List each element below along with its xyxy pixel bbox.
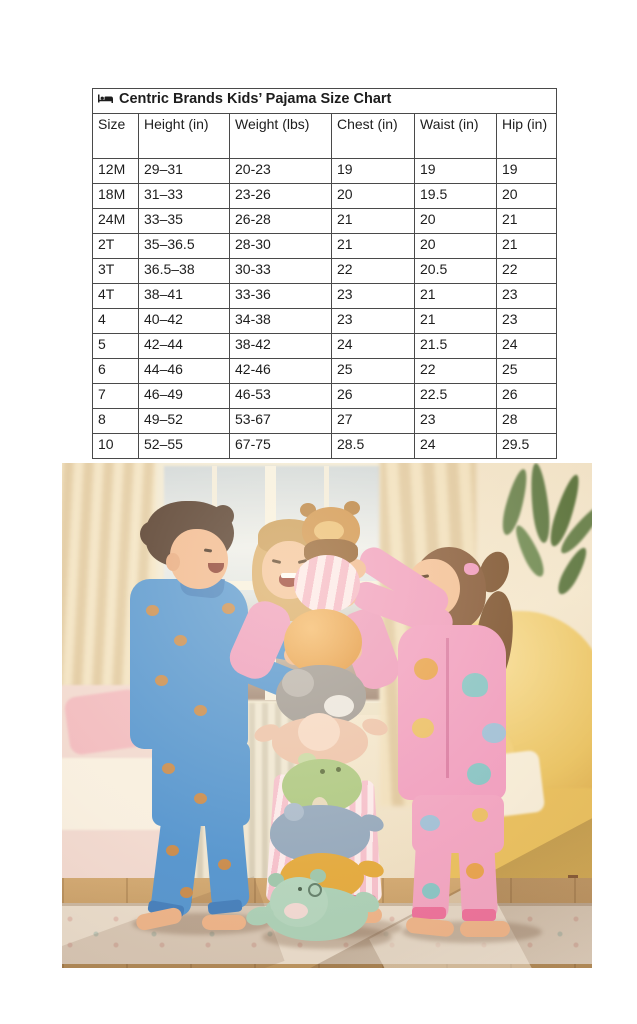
table-row	[93, 234, 557, 259]
table-cell: 29.5	[497, 434, 557, 459]
animal-print	[466, 863, 484, 879]
size-chart-table	[92, 88, 557, 459]
table-cell: 20.5	[415, 259, 497, 284]
table-cell: 29–31	[139, 159, 230, 184]
table-cell: 12M	[93, 159, 139, 184]
table-cell: 22	[497, 259, 557, 284]
animal-print	[462, 673, 488, 697]
table-cell: 21	[497, 234, 557, 259]
table-cell: 42-46	[230, 359, 332, 384]
table-cell: 33-36	[230, 284, 332, 309]
table-cell: 24	[497, 334, 557, 359]
table-cell: 23	[332, 309, 415, 334]
table-cell: 22	[332, 259, 415, 284]
plush-gray-elephant-ear	[282, 669, 314, 697]
table-cell: 23	[497, 309, 557, 334]
animal-print	[422, 883, 440, 899]
bear-print	[218, 859, 231, 870]
table-cell: 53-67	[230, 409, 332, 434]
table-cell: 46–49	[139, 384, 230, 409]
table-cell: 10	[93, 434, 139, 459]
table-row	[93, 184, 557, 209]
animal-print	[412, 718, 434, 738]
table-cell: 46-53	[230, 384, 332, 409]
table-cell: 21	[497, 209, 557, 234]
animal-print	[467, 763, 491, 785]
table-cell: 49–52	[139, 409, 230, 434]
boy-foot	[202, 915, 246, 930]
table-cell: 4T	[93, 284, 139, 309]
plant-leaf	[554, 545, 592, 598]
table-cell: 20	[415, 209, 497, 234]
plush-gray-elephant-patch	[324, 695, 354, 717]
plush-tan-lamb-face	[298, 713, 340, 751]
table-row	[93, 309, 557, 334]
table-cell: 23	[332, 284, 415, 309]
table-cell: 20	[497, 184, 557, 209]
table-cell: 19.5	[415, 184, 497, 209]
animal-print	[472, 808, 488, 822]
table-header-row	[93, 114, 557, 159]
boy-hair-curl	[212, 505, 234, 527]
animal-print	[420, 815, 440, 831]
table-cell: 19	[497, 159, 557, 184]
plant-leaf	[498, 467, 531, 537]
bear-print	[194, 793, 207, 804]
table-row	[93, 334, 557, 359]
column-header: Chest (in)	[332, 114, 415, 159]
bear-print	[222, 603, 235, 614]
plush-pink-striped	[294, 555, 360, 613]
bear-print	[166, 845, 179, 856]
table-cell: 3T	[93, 259, 139, 284]
table-cell: 26	[497, 384, 557, 409]
table-cell: 36.5–38	[139, 259, 230, 284]
table-cell: 38–41	[139, 284, 230, 309]
table-cell: 21	[332, 209, 415, 234]
table-cell: 18M	[93, 184, 139, 209]
table-row	[93, 359, 557, 384]
table-cell: 5	[93, 334, 139, 359]
boy-ear	[166, 553, 180, 571]
table-cell: 22.5	[415, 384, 497, 409]
table-row	[93, 259, 557, 284]
plush-green-eye	[320, 769, 325, 774]
table-cell: 28.5	[332, 434, 415, 459]
column-header: Height (in)	[139, 114, 230, 159]
column-header: Waist (in)	[415, 114, 497, 159]
girl-right-cuff	[462, 909, 496, 921]
animal-print	[414, 658, 438, 680]
girl-right-jacket-line	[446, 638, 449, 778]
column-header: Size	[93, 114, 139, 159]
table-cell: 20	[332, 184, 415, 209]
table-cell: 38-42	[230, 334, 332, 359]
table-cell: 28-30	[230, 234, 332, 259]
table-cell: 30-33	[230, 259, 332, 284]
table-cell: 25	[497, 359, 557, 384]
table-cell: 21	[415, 284, 497, 309]
table-cell: 23	[415, 409, 497, 434]
bear-print	[180, 887, 193, 898]
table-cell: 34-38	[230, 309, 332, 334]
table-cell: 26-28	[230, 209, 332, 234]
table-cell: 21.5	[415, 334, 497, 359]
table-cell: 7	[93, 384, 139, 409]
girl-right-foot	[460, 921, 510, 937]
table-cell: 44–46	[139, 359, 230, 384]
table-row	[93, 409, 557, 434]
girl-right-hair-clip	[464, 563, 479, 575]
column-header: Weight (lbs)	[230, 114, 332, 159]
plush-brown-bear-snout	[314, 521, 344, 541]
table-cell: 24M	[93, 209, 139, 234]
column-header: Hip (in)	[497, 114, 557, 159]
plush-mint-bear-snout	[284, 903, 308, 919]
table-cell: 40–42	[139, 309, 230, 334]
table-cell: 28	[497, 409, 557, 434]
table-row	[93, 159, 557, 184]
table-cell: 25	[332, 359, 415, 384]
table-cell: 20-23	[230, 159, 332, 184]
table-cell: 42–44	[139, 334, 230, 359]
table-row	[93, 384, 557, 409]
bear-print	[194, 705, 207, 716]
table-cell: 31–33	[139, 184, 230, 209]
table-cell: 23-26	[230, 184, 332, 209]
table-cell: 52–55	[139, 434, 230, 459]
bed-icon	[98, 92, 114, 108]
table-cell: 20	[415, 234, 497, 259]
bear-print	[174, 635, 187, 646]
table-cell: 2T	[93, 234, 139, 259]
plush-mint-bear-glasses	[308, 883, 322, 897]
table-cell: 23	[497, 284, 557, 309]
bear-print	[146, 605, 159, 616]
boy-hair-curl	[140, 521, 166, 547]
table-cell: 24	[332, 334, 415, 359]
bear-print	[155, 675, 168, 686]
table-row	[93, 284, 557, 309]
table-title-cell	[93, 89, 557, 114]
plush-green-eye	[336, 767, 341, 772]
table-cell: 24	[415, 434, 497, 459]
plant-leaf	[528, 463, 552, 544]
table-cell: 35–36.5	[139, 234, 230, 259]
table-title: Centric Brands Kids’ Pajama Size Chart	[119, 91, 392, 107]
table-row	[93, 434, 557, 459]
table-cell: 6	[93, 359, 139, 384]
table-cell: 67-75	[230, 434, 332, 459]
table-cell: 19	[332, 159, 415, 184]
pajama-kids-photo	[62, 463, 592, 968]
bear-print	[162, 763, 175, 774]
plush-blue-rhino-ear	[284, 803, 304, 821]
table-cell: 21	[415, 309, 497, 334]
table-title-row	[93, 89, 557, 114]
table-cell: 22	[415, 359, 497, 384]
table-row	[93, 209, 557, 234]
table-cell: 8	[93, 409, 139, 434]
animal-print	[482, 723, 506, 743]
table-cell: 26	[332, 384, 415, 409]
table-cell: 4	[93, 309, 139, 334]
plush-mint-bear-eye	[298, 887, 302, 891]
table-cell: 19	[415, 159, 497, 184]
table-cell: 27	[332, 409, 415, 434]
table-cell: 21	[332, 234, 415, 259]
table-cell: 33–35	[139, 209, 230, 234]
